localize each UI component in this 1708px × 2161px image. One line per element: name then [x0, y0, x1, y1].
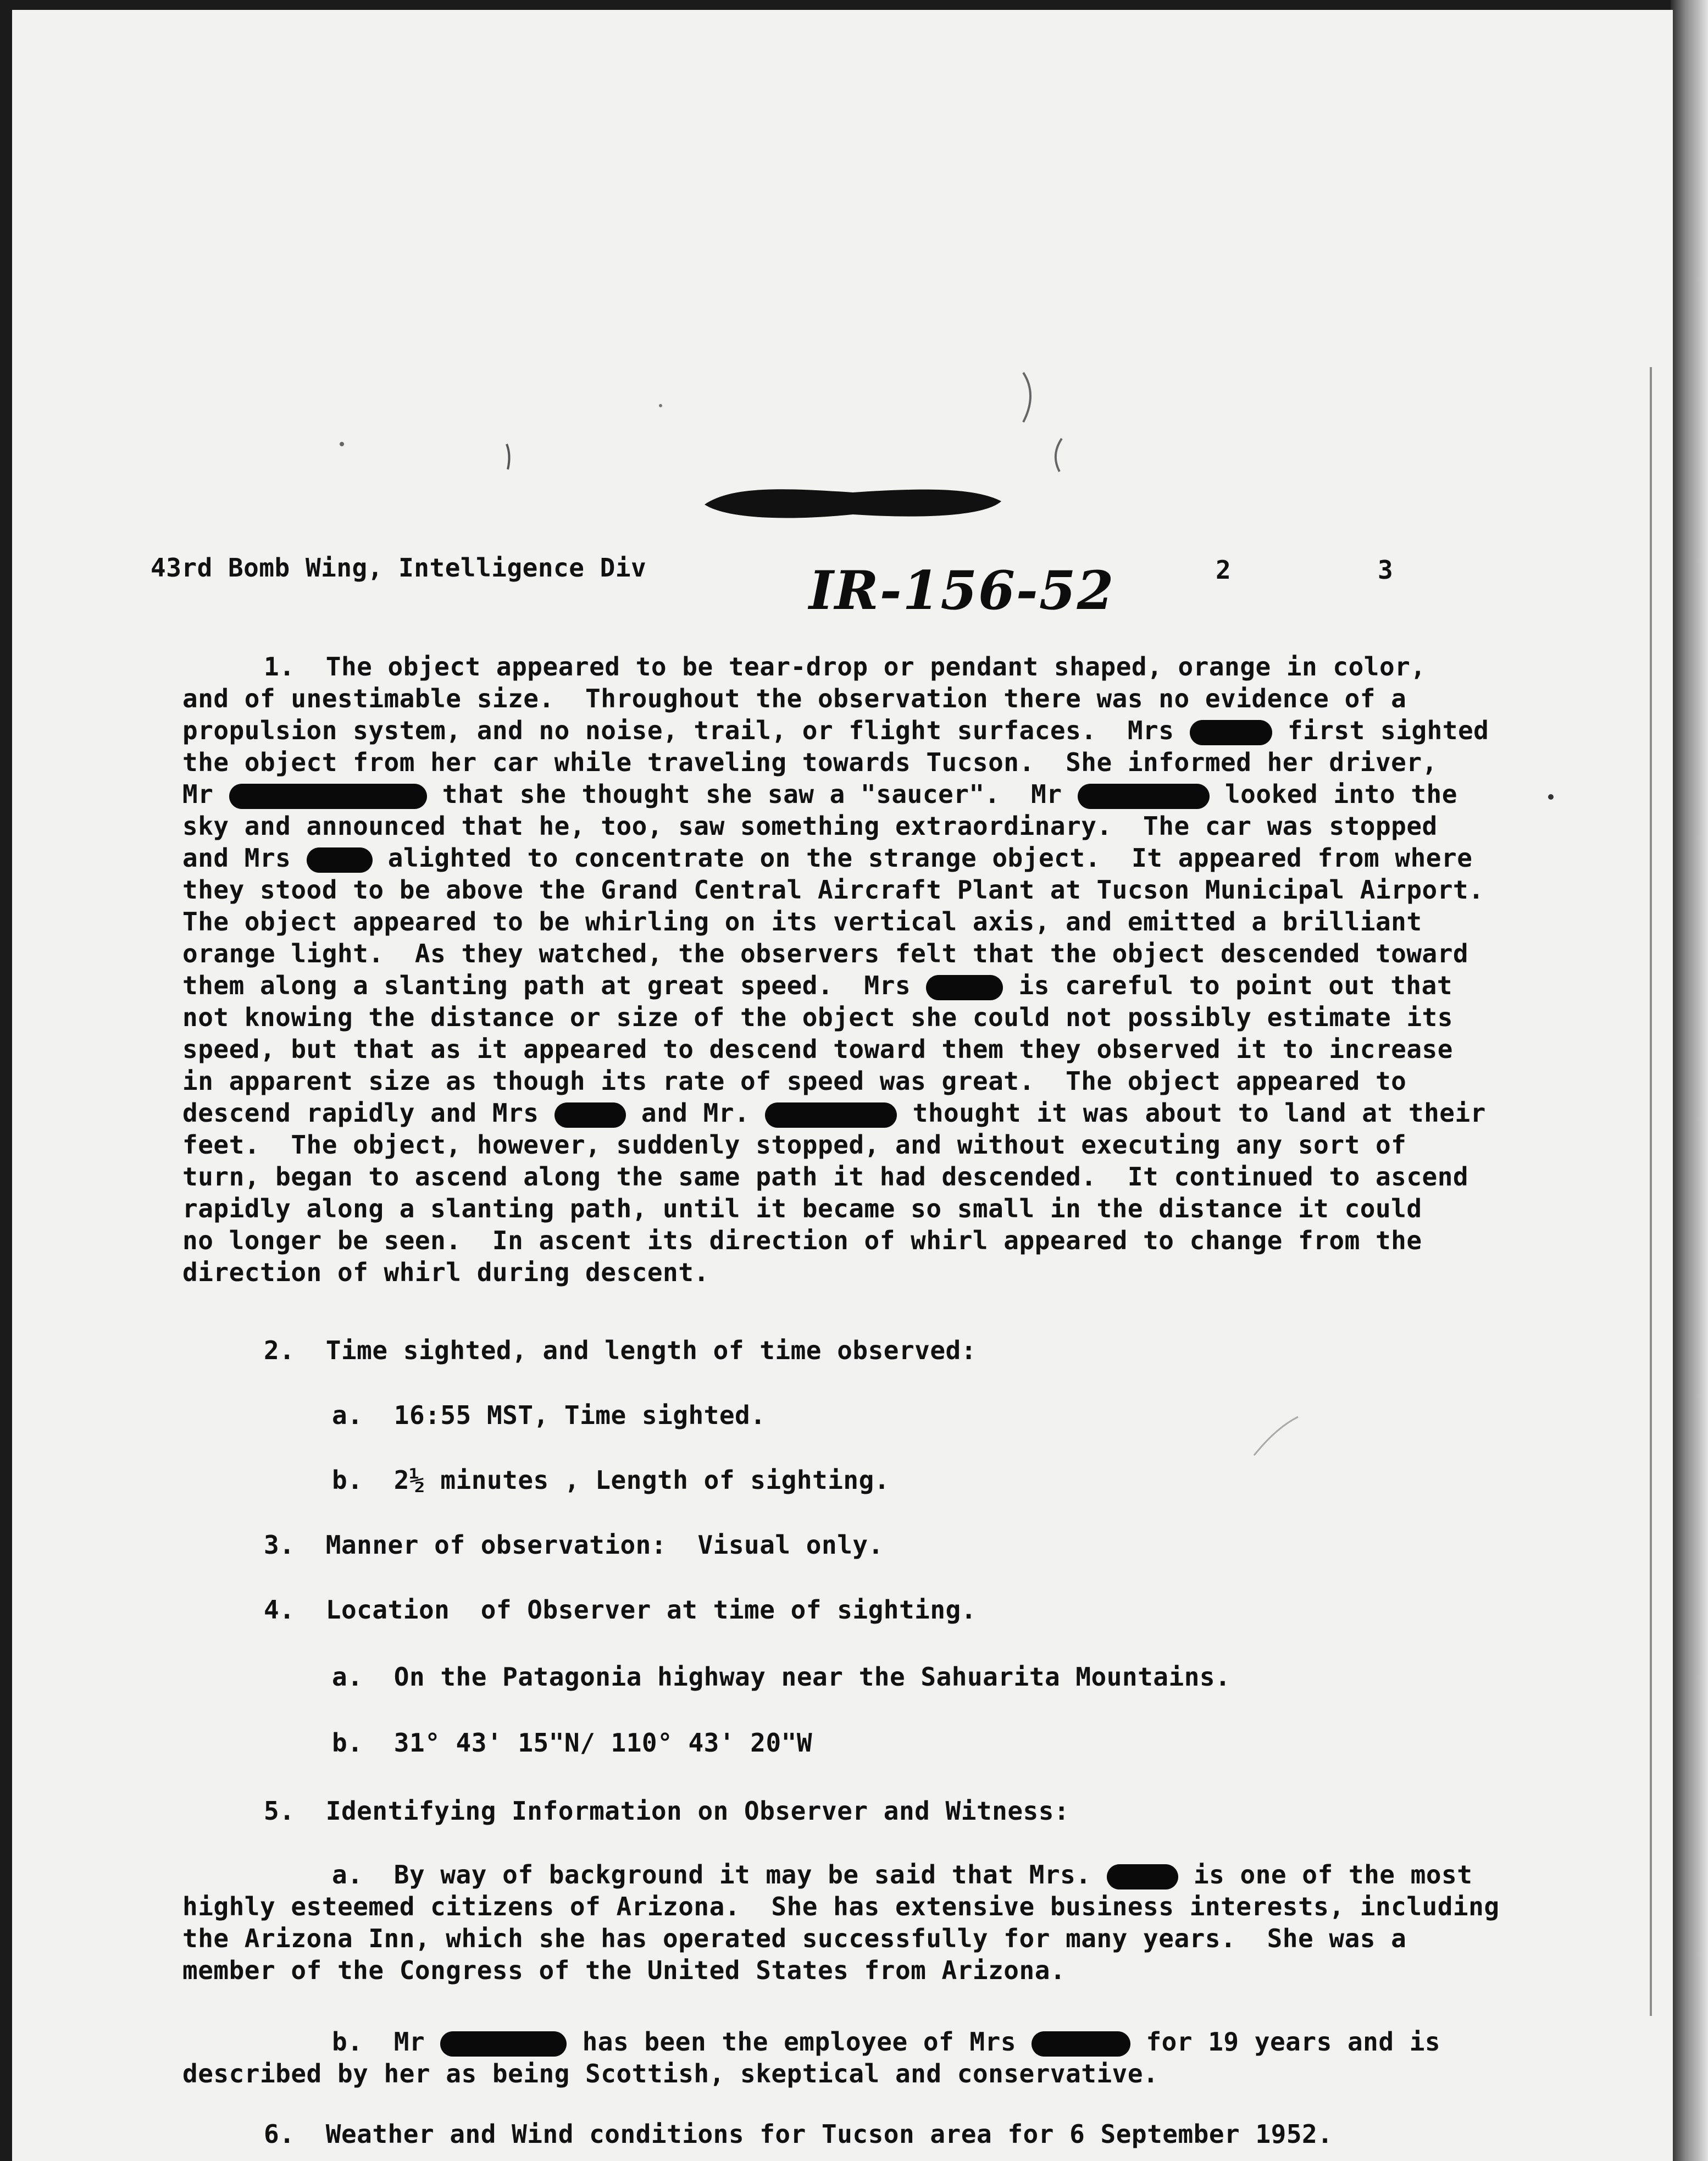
list-item: a. 16:55 MST, Time sighted. — [332, 1400, 766, 1430]
body-line: speed, but that as it appeared to descend toward them they observed it to increase — [182, 1034, 1453, 1064]
body-line: rapidly along a slanting path, until it became so small in the distance it could — [182, 1194, 1422, 1223]
redaction-mark — [307, 847, 373, 873]
redaction-mark — [1078, 784, 1210, 809]
section-heading: 4. Location of Observer at time of sighting. — [264, 1595, 977, 1625]
body-line: descend rapidly and Mrs and Mr. thought it was about to land at their — [182, 1098, 1486, 1128]
redaction-mark — [1032, 2031, 1130, 2057]
list-item: b. 31° 43' 15"N/ 110° 43' 20"W — [332, 1728, 813, 1758]
unit-heading: 43rd Bomb Wing, Intelligence Div — [151, 553, 647, 583]
section-heading: 5. Identifying Information on Observer and Witness: — [264, 1796, 1070, 1826]
redaction-mark — [1190, 720, 1272, 745]
redacted-classification-stamp — [699, 483, 1007, 522]
body-line: they stood to be above the Grand Central Aircraft Plant at Tucson Municipal Airport. — [182, 875, 1484, 905]
body-line: the Arizona Inn, which she has operated successfully for many years. She was a — [182, 1924, 1407, 1953]
body-line: described by her as being Scottish, skeptical and conservative. — [182, 2059, 1159, 2088]
body-line: the object from her car while traveling towards Tucson. She informed her driver, — [182, 747, 1438, 777]
section-heading: 3. Manner of observation: Visual only. — [264, 1530, 884, 1560]
body-line: The object appeared to be whirling on its vertical axis, and emitted a brilliant — [182, 907, 1422, 937]
body-line: sky and announced that he, too, saw something extraordinary. The car was stopped — [182, 811, 1438, 841]
body-line: in apparent size as though its rate of speed was great. The object appeared to — [182, 1066, 1407, 1096]
redaction-mark — [554, 1102, 626, 1128]
list-item: a. By way of background it may be said that Mrs. is one of the most — [332, 1860, 1473, 1890]
body-line: turn, began to ascend along the same path it had descended. It continued to ascend — [182, 1162, 1469, 1192]
document-page — [12, 10, 1673, 2161]
body-line: not knowing the distance or size of the object she could not possibly estimate its — [182, 1002, 1453, 1032]
list-item: b. 2½ minutes , Length of sighting. — [332, 1465, 890, 1495]
redaction-mark — [440, 2031, 567, 2057]
scan-edge — [1671, 0, 1708, 2161]
body-line: and of unestimable size. Throughout the observation there was no evidence of a — [182, 684, 1407, 713]
body-line: no longer be seen. In ascent its direction of whirl appeared to change from the — [182, 1226, 1422, 1255]
page-edge-line — [1650, 367, 1652, 2016]
body-line: and Mrs alighted to concentrate on the strange object. It appeared from where — [182, 843, 1473, 873]
section-heading: 6. Weather and Wind conditions for Tucson area for 6 September 1952. — [264, 2119, 1333, 2149]
body-line: Mr that she thought she saw a "saucer". Mr looked into the — [182, 779, 1457, 809]
body-line: direction of whirl during descent. — [182, 1257, 709, 1287]
report-number-handwritten: IR-156-52 — [809, 559, 1115, 622]
section-heading: 2. Time sighted, and length of time observed: — [264, 1336, 977, 1365]
page-count: 3 — [1378, 555, 1394, 585]
body-line: feet. The object, however, suddenly stopped, and without executing any sort of — [182, 1130, 1407, 1160]
body-line: 1. The object appeared to be tear-drop or pendant shaped, orange in color, — [264, 652, 1426, 681]
body-line: orange light. As they watched, the observers felt that the object descended toward — [182, 939, 1469, 968]
list-item: a. On the Patagonia highway near the Sahuarita Mountains. — [332, 1662, 1231, 1692]
body-line: propulsion system, and no noise, trail, or flight surfaces. Mrs first sighted — [182, 716, 1489, 745]
redaction-mark — [1107, 1864, 1178, 1890]
body-line: member of the Congress of the United States from Arizona. — [182, 1955, 1066, 1985]
page-number: 2 — [1216, 555, 1232, 585]
redaction-mark — [765, 1102, 897, 1128]
redaction-mark — [229, 784, 427, 809]
body-line: highly esteemed citizens of Arizona. She has extensive business interests, including — [182, 1892, 1500, 1921]
list-item: b. Mr has been the employee of Mrs for 19 years and is — [332, 2027, 1441, 2057]
body-line: them along a slanting path at great speed. Mrs is careful to point out that — [182, 971, 1452, 1000]
redaction-mark — [926, 975, 1003, 1000]
